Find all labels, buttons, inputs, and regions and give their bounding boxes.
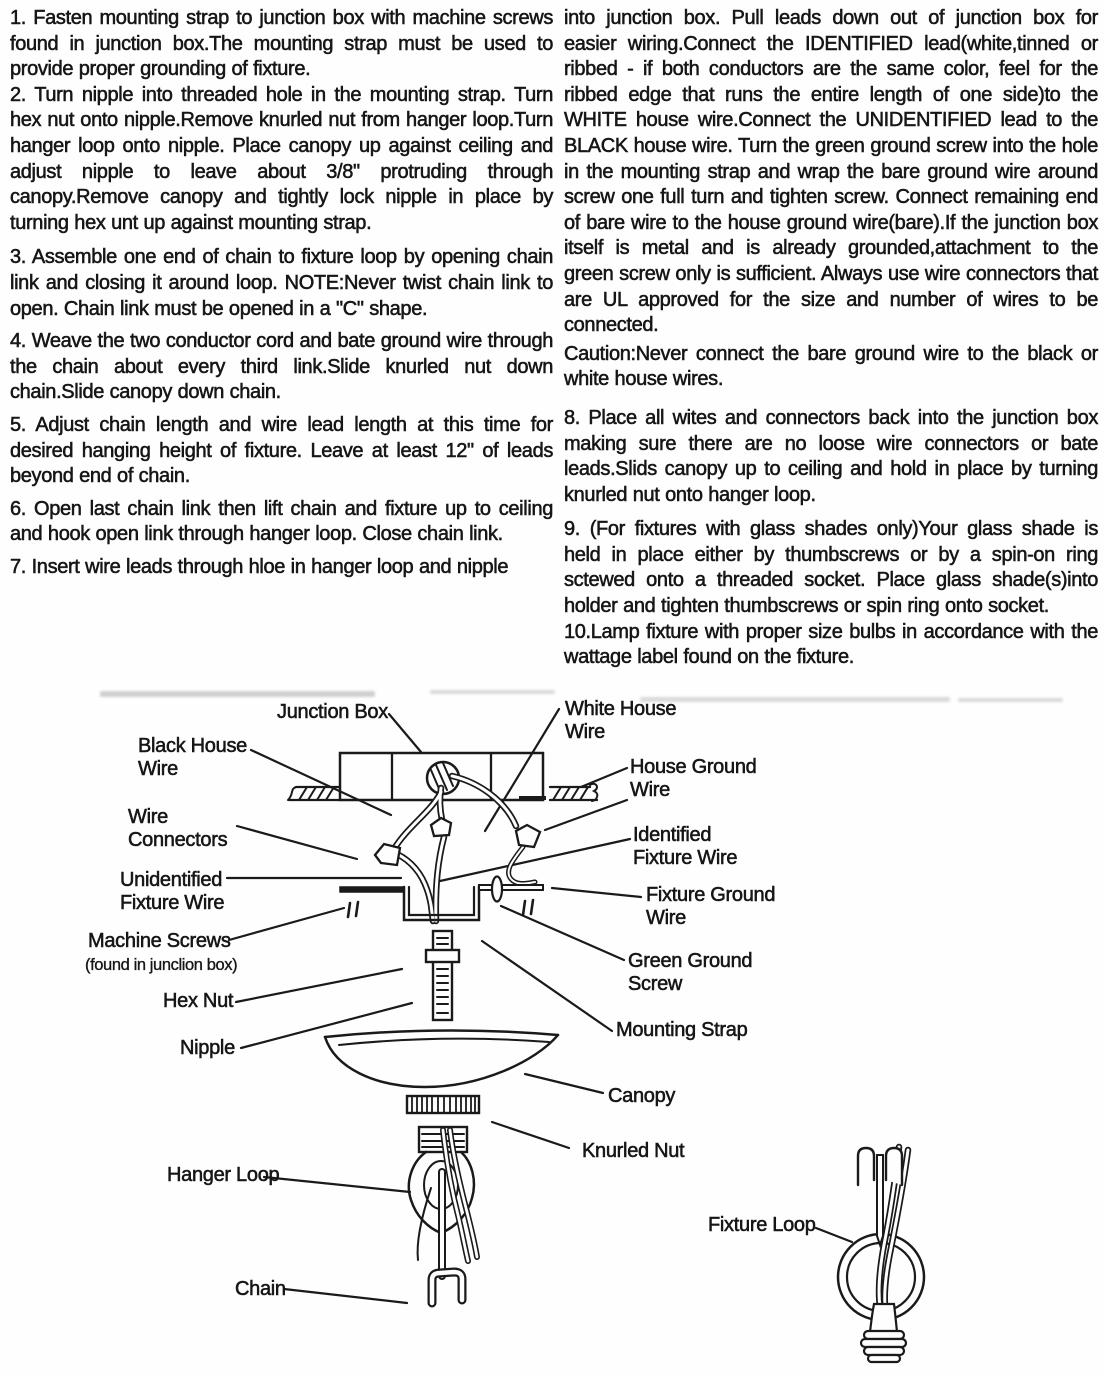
instruction-step-2: 2. Turn nipple into threaded hole in the mounting strap. Turn hex nut onto nipple.Remove knurled nut from hanger loop.Turn hanger loop onto nipple. Place canopy up against ceiling and adjust nipple to leave about 3/8" protruding through canopy.Remove canopy and tightly lock nipple in place by turning hex unt up against mounting strap. [10, 83, 553, 234]
canopy-drawing [325, 1030, 558, 1087]
chain-link-drawing [432, 1272, 462, 1303]
instruction-caution: Caution:Never connect the bare ground wire to the black or white house wires. [564, 342, 1098, 391]
label-canopy: Canopy [608, 1085, 676, 1107]
instruction-step-5: 5. Adjust chain length and wire lead length at this time for desired hanging height of fixture. Leave at least 12" of leads beyond end of chain. [10, 413, 553, 488]
label-fixture-loop: Fixture Loop [708, 1214, 816, 1236]
house-wires [394, 776, 535, 921]
label-identified-fixture-wire: Identified Fixture Wire [633, 824, 738, 869]
fixture-loop-inset [838, 1147, 924, 1362]
knurled-nut-drawing [407, 1096, 479, 1113]
label-house-ground-wire: House Ground Wire [630, 756, 757, 801]
label-chain: Chain [235, 1278, 286, 1300]
label-machine-screws-note: (found in junclion box) [85, 956, 238, 974]
label-nipple: Nipple [180, 1037, 235, 1059]
instruction-step-6: 6. Open last chain link then lift chain and fixture up to ceiling and hook open link through hanger loop. Close chain link. [10, 497, 553, 546]
label-unidentified-fixture-wire: Unidentified Fixture Wire [120, 869, 225, 914]
label-white-house-wire: White House Wire [565, 698, 677, 743]
label-fixture-ground-wire: Fixture Ground Wire [646, 884, 776, 929]
instruction-step-7: 7. Insert wire leads through hloe in hanger loop and nipple [10, 555, 509, 578]
instruction-step-1: 1. Fasten mounting strap to junction box with machine screws found in junction box.The mounting strap must be used to provide proper grounding of fixture. [10, 7, 553, 81]
label-hex-nut: Hex Nut [163, 990, 234, 1012]
label-green-ground-screw: Green Ground Screw [628, 950, 753, 995]
label-junction-box: Junction Box [277, 701, 388, 723]
instruction-step-9: 9. (For fixtures with glass shades only)Your glass shade is held in place either by thumbscrews or by a spin-on ring sctewed onto a threaded socket. Place glass shade(s)into holder and tighten thumbscrews or spin ring onto socket. [564, 518, 1098, 618]
label-wire-connectors: Wire Connectors [128, 806, 228, 851]
label-black-house-wire: Black House Wire [138, 735, 247, 780]
instructions-left-column [10, 6, 553, 580]
instruction-step-4: 4. Weave the two conductor cord and bate ground wire through the chain about every third link.Slide knurled nut down chain.Slide canopy down chain. [10, 330, 553, 404]
instruction-step-10: 10.Lamp fixture with proper size bulbs in accordance with the wattage label found on the fixture. [564, 620, 1098, 669]
nipple-and-hex-nut-drawing [426, 931, 459, 1020]
instruction-step-7-continued: into junction box. Pull leads down out of junction box for easier wiring.Connect the IDENTIFIED lead(white,tinned or ribbed - if both conductors are the same color, feel for the ribbed edge that runs the entire length of one side)to the WHITE house wire.Connect the UNIDENTIFIED lead to the BLACK house wire. Turn the green ground screw into the hole in the mounting strap and wrap the bare ground wire around screw one full turn and tighten screw. Connect remaining end of bare wire to the house ground wire(bare).If the junction box itself is metal and is already grounded,attachment to the green screw only is sufficient. Always use wire connectors that are UL approved for the size and number of wires to be connected. [564, 7, 1098, 337]
label-hanger-loop: Hanger Loop [167, 1164, 280, 1186]
label-mounting-strap: Mounting Strap [616, 1019, 748, 1041]
instructions-right-column [564, 6, 1098, 671]
instruction-step-8: 8. Place all wites and connectors back into the junction box making sure there are no loose wire connectors or bate leads.Slids canopy up to ceiling and hold in place by turning knurled nut onto hanger loop. [564, 406, 1098, 506]
hanger-loop-drawing [409, 1127, 477, 1276]
label-machine-screws: Machine Screws [88, 930, 231, 952]
instruction-step-3: 3. Assemble one end of chain to fixture loop by opening chain link and closing it around loop. NOTE:Never twist chain link to open. Chain link must be opened in a "C" shape. [10, 246, 553, 320]
label-knurled-nut: Knurled Nut [582, 1140, 685, 1162]
